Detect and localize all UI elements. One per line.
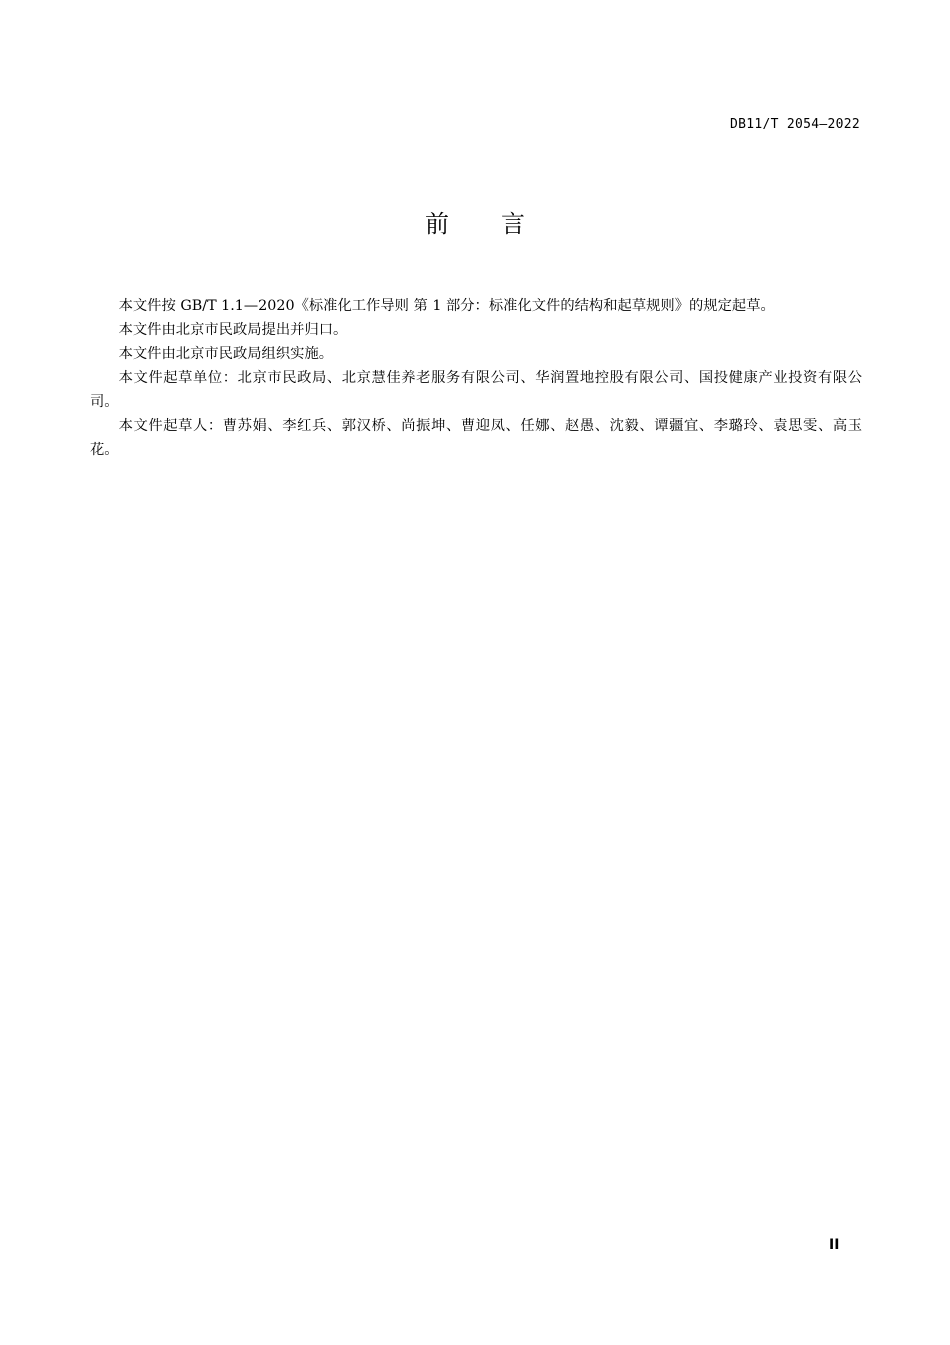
title-char-2: 言 xyxy=(501,210,525,238)
paragraph-drafting-rules: 本文件按 GB/T 1.1—2020《标准化工作导则 第 1 部分：标准化文件的结构和起草规则》的规定起草。 xyxy=(118,298,775,314)
page-title xyxy=(0,207,950,241)
paragraph-drafting-units: 本文件起草单位：北京市民政局、北京慧佳养老服务有限公司、华润置地控股有限公司、国投健康产业投资有限公司。 xyxy=(90,370,862,410)
page-number: II xyxy=(829,1237,840,1253)
foreword-body xyxy=(90,294,862,462)
paragraph-drafters: 本文件起草人：曹苏娟、李红兵、郭汉桥、尚振坤、曹迎凤、任娜、赵愚、沈毅、谭疆宜、李璐玲、袁思雯、高玉花。 xyxy=(90,418,862,458)
title-char-1: 前 xyxy=(425,210,449,238)
paragraph-implementer: 本文件由北京市民政局组织实施。 xyxy=(118,346,334,362)
document-code: DB11/T 2054—2022 xyxy=(729,117,860,132)
paragraph-proposer: 本文件由北京市民政局提出并归口。 xyxy=(118,322,348,338)
